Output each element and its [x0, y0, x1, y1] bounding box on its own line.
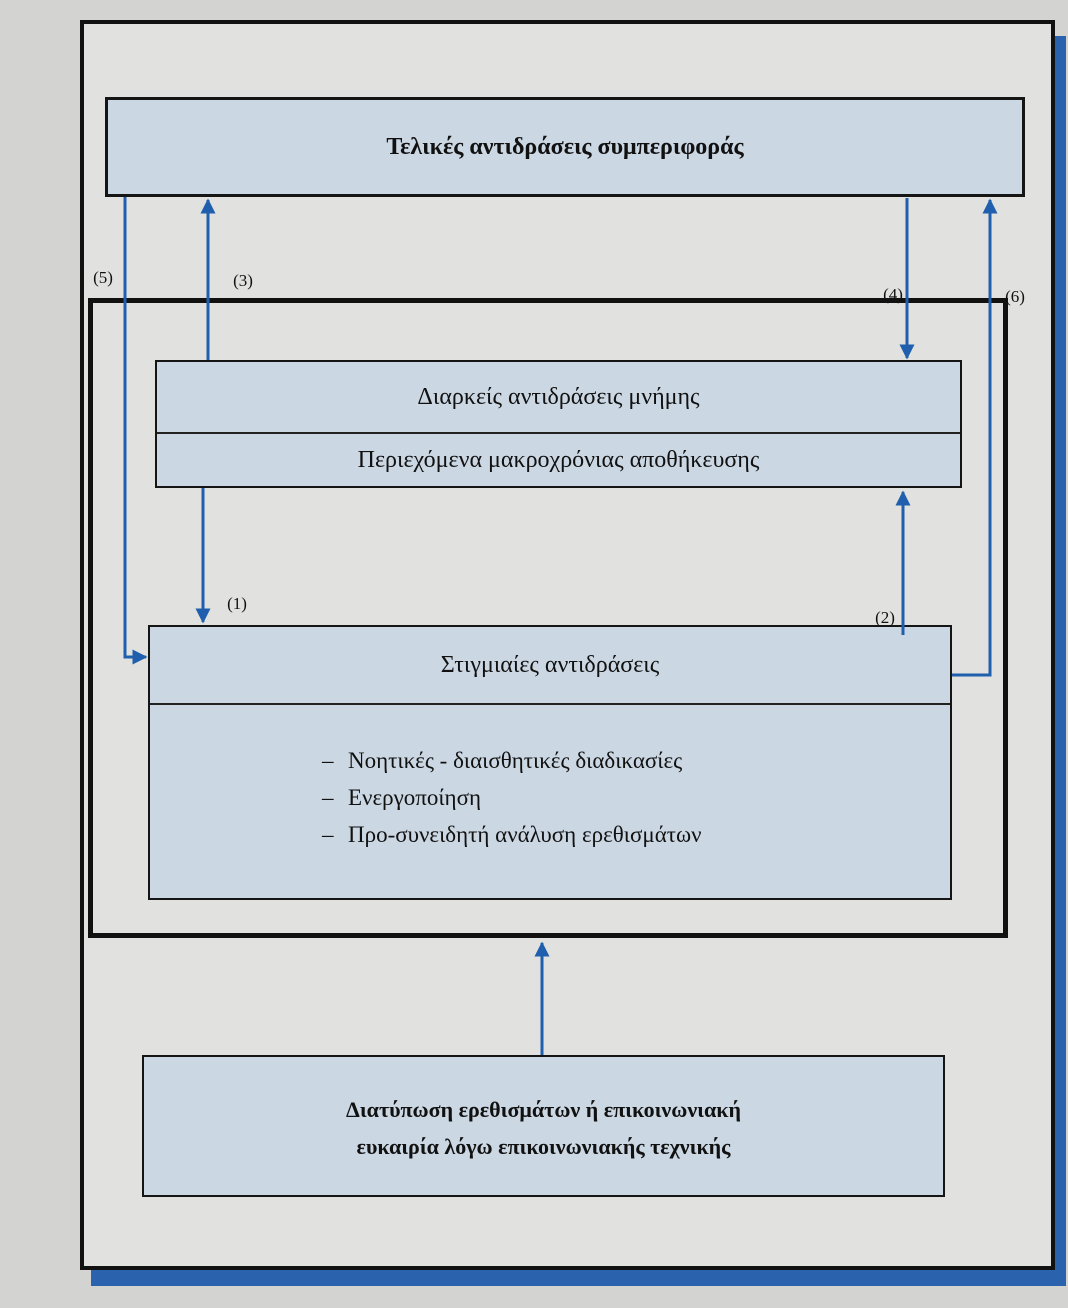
arrow-label-6: (6): [1005, 287, 1025, 306]
stimulus-label-line2: ευκαιρία λόγω επικοινωνιακής τεχνικής: [356, 1134, 731, 1159]
bullet-dash: –: [322, 748, 334, 773]
memory-reactions-label: Διαρκείς αντιδράσεις μνήμης: [417, 384, 700, 410]
arrow-label-5: (5): [93, 268, 113, 287]
final-reactions-label: Τελικές αντιδράσεις συμπεριφοράς: [386, 134, 744, 160]
arrow-6: [952, 200, 990, 675]
arrow-label-1: (1): [227, 594, 247, 613]
list-item-text: Ενεργοποίηση: [348, 785, 482, 810]
list-item-text: Νοητικές - διαισθητικές διαδικασίες: [348, 748, 683, 773]
bullet-dash: –: [322, 822, 334, 847]
bullet-dash: –: [322, 785, 334, 810]
instant-reactions-label: Στιγμιαίες αντιδράσεις: [440, 652, 660, 678]
arrow-label-3: (3): [233, 271, 253, 290]
arrow-5: [125, 197, 146, 657]
stimulus-label-line1: Διατύπωση ερεθισμάτων ή επικοινωνιακή: [346, 1097, 741, 1122]
list-item-text: Προ-συνειδητή ανάλυση ερεθισμάτων: [348, 822, 702, 847]
arrow-label-2: (2): [875, 608, 895, 627]
arrow-label-4: (4): [883, 285, 903, 304]
long-term-storage-label: Περιεχόμενα μακροχρόνιας αποθήκευσης: [357, 447, 760, 473]
